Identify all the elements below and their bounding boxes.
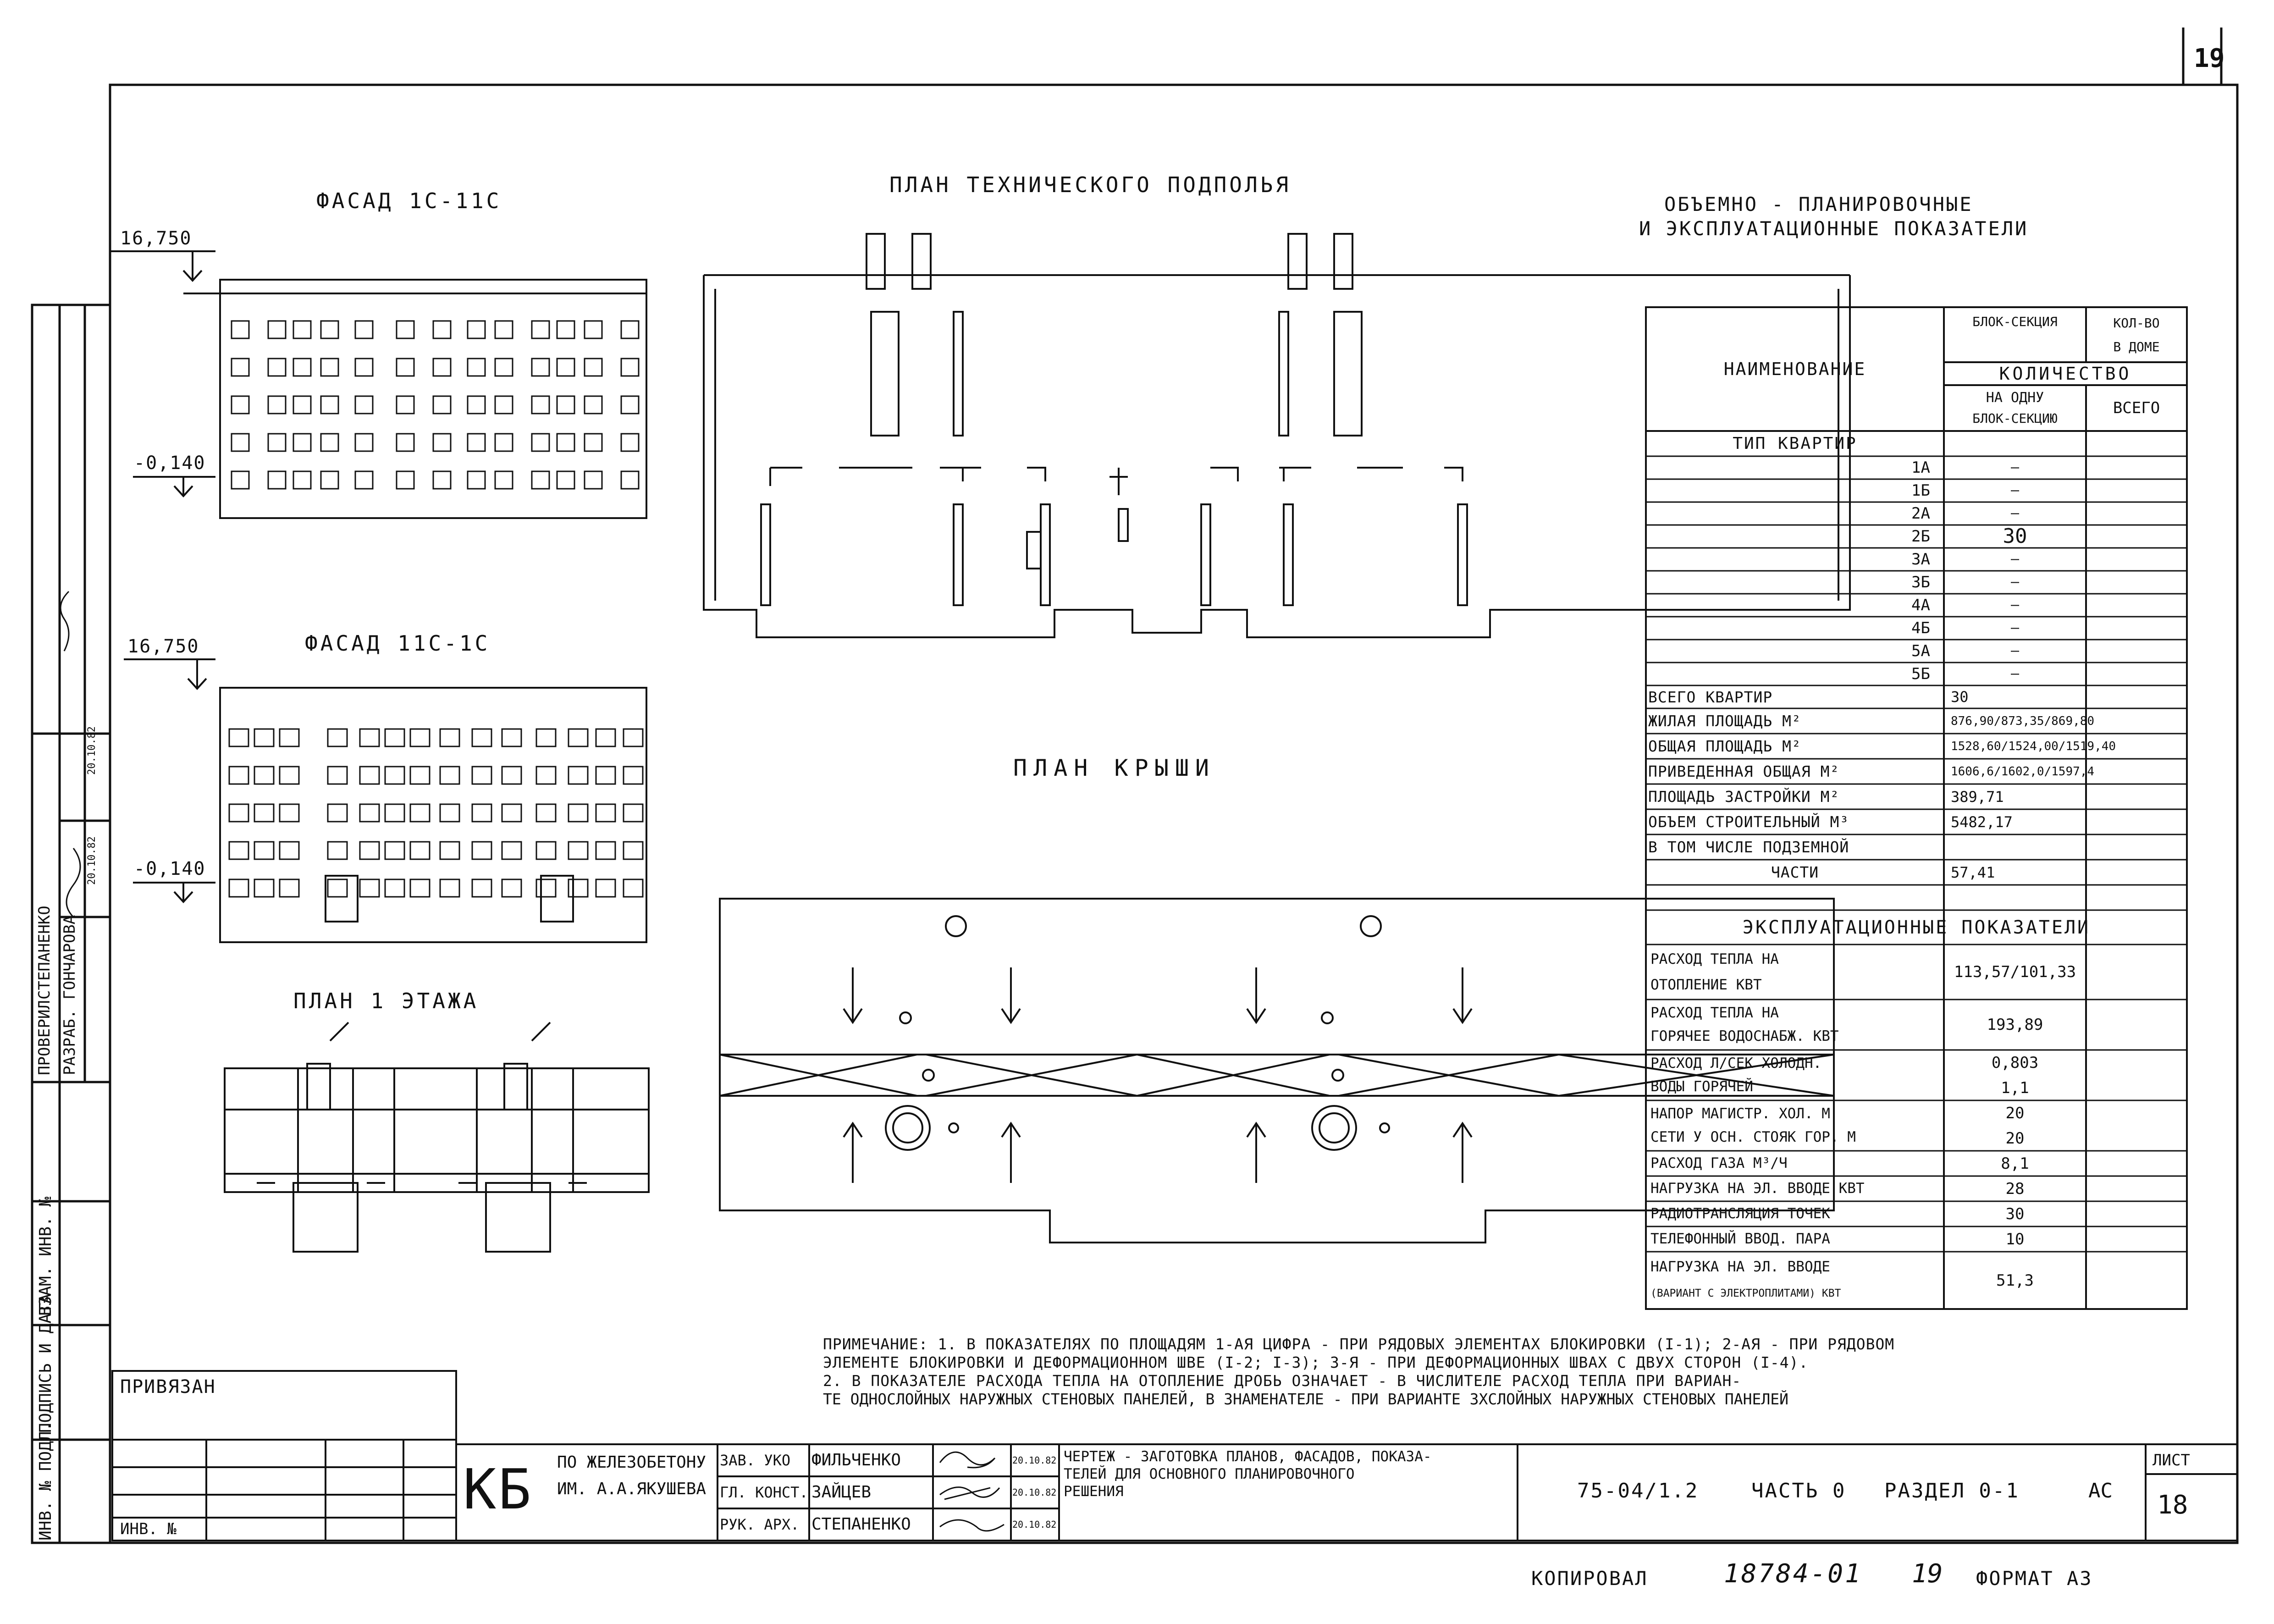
facade-window	[355, 321, 373, 338]
facade-window	[360, 804, 379, 822]
facade-window	[397, 471, 414, 489]
facade-window	[355, 434, 373, 451]
indicator-value: 1528,60/1524,00/1519,40	[1951, 739, 2116, 753]
facade-window	[440, 729, 459, 746]
exploit-name: НАГРУЗКА НА ЭЛ. ВВОДЕ КВТ	[1650, 1180, 1865, 1197]
facade-1-windows	[232, 321, 639, 489]
facade-window	[410, 804, 430, 822]
facade-window	[536, 804, 556, 822]
facade-window	[232, 396, 249, 414]
facade-window	[502, 842, 521, 859]
facade-window	[596, 879, 615, 897]
facade-window	[532, 321, 549, 338]
facade-window	[360, 842, 379, 859]
type-name: 4Б	[1911, 619, 1930, 637]
copied-page: 19	[1912, 1559, 1943, 1589]
facade-window	[360, 767, 379, 784]
page-number: 19	[2194, 44, 2225, 73]
exploit-value: 113,57/101,33	[1954, 963, 2076, 981]
margin-proveril: ПРОВЕРИЛ	[35, 1000, 54, 1075]
exploit-name-line-1: РАСХОД ТЕПЛА НА	[1650, 1005, 1779, 1021]
facade-window	[321, 434, 338, 451]
exploit-name-line-2: ВОДЫ ГОРЯЧЕЙ	[1650, 1078, 1753, 1095]
document-ac: АС	[2088, 1479, 2113, 1502]
type-name: 3А	[1911, 550, 1930, 569]
stamp-person: ФИЛЬЧЕНКО	[811, 1451, 901, 1469]
facade-window	[596, 729, 615, 746]
facade-window	[468, 434, 485, 451]
facade-window	[433, 359, 451, 376]
stamp-date: 20.10.82	[1012, 1487, 1057, 1498]
facade-window	[472, 767, 491, 784]
type-value: —	[2010, 482, 2020, 498]
facade-window	[293, 396, 311, 414]
facade-window	[268, 359, 286, 376]
indicator-value: 30	[1951, 688, 1969, 706]
indicator-value: 1606,6/1602,0/1597,4	[1951, 764, 2095, 779]
facade-window	[624, 842, 643, 859]
org-line-2: ИМ. А.А.ЯКУШЕВА	[557, 1480, 706, 1498]
facade-window	[433, 396, 451, 414]
facade-window	[557, 396, 574, 414]
facade-window	[293, 321, 311, 338]
margin-podpis: ПОДПИСЬ И ДАТА	[36, 1293, 55, 1433]
format-label: ФОРМАТ А3	[1976, 1567, 2093, 1590]
org-line-1: ПО ЖЕЛЕЗОБЕТОНУ	[557, 1453, 706, 1472]
indicators-title-line-1: ОБЪЕМНО - ПЛАНИРОВОЧНЫЕ	[1664, 193, 1973, 215]
facade-window	[532, 359, 549, 376]
facade-window	[280, 879, 299, 897]
note-line-3: 2. В ПОКАЗАТЕЛЕ РАСХОДА ТЕПЛА НА ОТОПЛЕНИЕ ДРОБЬ ОЗНАЧАЕТ - В ЧИСЛИТЕЛЕ РАСХОД ТЕПЛА ПРИ ВАРИАН-	[823, 1372, 1742, 1390]
indicator-value: 876,90/873,35/869,80	[1951, 714, 2095, 728]
stamp-desc-1: ЧЕРТЕЖ - ЗАГОТОВКА ПЛАНОВ, ФАСАДОВ, ПОКАЗА-	[1064, 1448, 1432, 1465]
facade-window	[568, 842, 588, 859]
exploit-value: 30	[2005, 1204, 2025, 1223]
facade-window	[293, 471, 311, 489]
facade-window	[495, 434, 513, 451]
header-quantity: КОЛИЧЕСТВО	[1999, 364, 2132, 384]
exploit-value: 10	[2005, 1230, 2025, 1248]
facade-window	[440, 804, 459, 822]
facade-window	[557, 359, 574, 376]
facade-window	[502, 804, 521, 822]
facade-window	[472, 879, 491, 897]
header-per-2: БЛОК-СЕКЦИЮ	[1972, 410, 2058, 426]
stamp-desc-3: РЕШЕНИЯ	[1064, 1483, 1124, 1500]
indicators-title-line-2: И ЭКСПЛУАТАЦИОННЫЕ ПОКАЗАТЕЛИ	[1639, 217, 2029, 240]
facade-window	[229, 879, 248, 897]
facade-window	[385, 842, 404, 859]
facade-window	[232, 434, 249, 451]
facade-window	[585, 321, 602, 338]
facade-window	[385, 879, 404, 897]
facade-window	[321, 359, 338, 376]
facade-window	[268, 434, 286, 451]
stamp-role: ЗАВ. УКО	[720, 1452, 791, 1469]
facade-window	[557, 434, 574, 451]
indicator-value: 57,41	[1951, 863, 1995, 881]
privyazan-label: ПРИВЯЗАН	[120, 1376, 216, 1398]
facade-window	[321, 471, 338, 489]
facade-window	[621, 359, 639, 376]
type-value: 30	[2003, 525, 2027, 548]
header-per-1: НА ОДНУ	[1986, 389, 2044, 406]
facade-window	[328, 879, 347, 897]
facade-window	[410, 729, 430, 746]
basement-plan-title: ПЛАН ТЕХНИЧЕСКОГО ПОДПОЛЬЯ	[889, 172, 1292, 197]
facade-window	[232, 359, 249, 376]
exploit-value: 193,89	[1987, 1016, 2043, 1034]
exploit-value: 28	[2005, 1179, 2025, 1198]
exploit-name-line-1: НАПОР МАГИСТР. ХОЛ. М	[1650, 1105, 1830, 1122]
indicator-name: В ТОМ ЧИСЛЕ ПОДЗЕМНОЙ	[1648, 838, 1849, 856]
facade-window	[596, 804, 615, 822]
facade-1-level-bottom: -0,140	[134, 453, 206, 474]
facade-window	[468, 359, 485, 376]
facade-window	[280, 729, 299, 746]
margin-goncharova: ГОНЧАРОВА	[61, 915, 79, 1000]
facade-window	[468, 321, 485, 338]
facade-window	[280, 767, 299, 784]
facade-window	[621, 396, 639, 414]
facade-window	[596, 842, 615, 859]
facade-window	[360, 729, 379, 746]
facade-window	[280, 804, 299, 822]
facade-window	[502, 729, 521, 746]
facade-2-level-top: 16,750	[127, 636, 199, 657]
facade-window	[397, 396, 414, 414]
note-line-4: ТЕ ОДНОСЛОЙНЫХ НАРУЖНЫХ СТЕНОВЫХ ПАНЕЛЕЙ, В ЗНАМЕНАТЕЛЕ - ПРИ ВАРИАНТЕ 3ХСЛОЙНЫХ НАРУЖНЫХ СТЕНОВЫХ ПАНЕЛЕЙ	[823, 1390, 1788, 1408]
exploit-value: 0,803	[1991, 1053, 2039, 1072]
exploit-name-line-1: НАГРУЗКА НА ЭЛ. ВВОДЕ	[1650, 1258, 1830, 1275]
facade-window	[536, 767, 556, 784]
indicator-name: ВСЕГО КВАРТИР	[1648, 688, 1773, 706]
facade-window	[621, 471, 639, 489]
facade-window	[232, 321, 249, 338]
header-house-2: В ДОМЕ	[2113, 339, 2160, 354]
facade-window	[433, 471, 451, 489]
exploit-name: ТЕЛЕФОННЫЙ ВВОД. ПАРА	[1650, 1231, 1830, 1247]
facade-window	[433, 434, 451, 451]
facade-window	[321, 396, 338, 414]
stamp-date: 20.10.82	[1012, 1519, 1057, 1530]
copied-number: 18784-01	[1724, 1559, 1862, 1589]
facade-window	[254, 842, 274, 859]
facade-window	[532, 434, 549, 451]
facade-window	[568, 879, 588, 897]
facade-window	[585, 396, 602, 414]
facade-window	[495, 321, 513, 338]
facade-window	[557, 471, 574, 489]
facade-window	[268, 321, 286, 338]
facade-window	[355, 471, 373, 489]
type-value: —	[2010, 505, 2020, 521]
stamp-role: ГЛ. КОНСТ.	[720, 1484, 808, 1501]
type-name: 5Б	[1911, 665, 1930, 683]
margin-razrab: РАЗРАБ.	[61, 1009, 79, 1075]
facade-window	[624, 729, 643, 746]
margin-date-2: 20.10.82	[86, 836, 98, 885]
facade-window	[472, 804, 491, 822]
header-total: ВСЕГО	[2113, 399, 2160, 417]
stamp-date: 20.10.82	[1012, 1455, 1057, 1466]
facade-2-windows	[229, 729, 643, 897]
facade-window	[585, 359, 602, 376]
facade-window	[495, 396, 513, 414]
type-value: —	[2010, 551, 2020, 567]
facade-window	[440, 767, 459, 784]
note-line-2: ЭЛЕМЕНТЕ БЛОКИРОВКИ И ДЕФОРМАЦИОННОМ ШВЕ (I-2; I-3); 3-Я - ПРИ ДЕФОРМАЦИОННЫХ ШВАХ С ДВУХ СТОРОН (I-4).	[823, 1353, 1809, 1371]
facade-window	[440, 879, 459, 897]
kb-mark: КБ	[463, 1458, 533, 1522]
facade-window	[621, 321, 639, 338]
exploit-value-2: 1,1	[2001, 1078, 2029, 1097]
document-part: ЧАСТЬ 0	[1751, 1479, 1846, 1502]
facade-window	[229, 729, 248, 746]
facade-window	[585, 434, 602, 451]
facade-window	[502, 879, 521, 897]
facade-window	[472, 729, 491, 746]
facade-window	[397, 359, 414, 376]
facade-window	[254, 729, 274, 746]
facade-window	[293, 434, 311, 451]
exploit-name-line-1: РАСХОД ТЕПЛА НА	[1650, 950, 1779, 967]
facade-window	[585, 471, 602, 489]
facade-1-level-top: 16,750	[120, 228, 192, 249]
sheet-number: 18	[2157, 1490, 2188, 1520]
type-name: 2Б	[1911, 527, 1930, 546]
facade-window	[355, 396, 373, 414]
facade-window	[502, 767, 521, 784]
stamp-person: ЗАЙЦЕВ	[811, 1483, 872, 1502]
facade-window	[495, 471, 513, 489]
facade-2-drawing	[124, 659, 646, 942]
facade-window	[624, 767, 643, 784]
copied-label: КОПИРОВАЛ	[1531, 1567, 1648, 1590]
facade-window	[596, 767, 615, 784]
facade-2-title: ФАСАД 11С-1С	[305, 631, 491, 656]
sheet-label: ЛИСТ	[2153, 1451, 2190, 1469]
facade-window	[328, 729, 347, 746]
facade-window	[397, 434, 414, 451]
exploit-name-line-2: СЕТИ У ОСН. СТОЯК ГОР. М	[1650, 1129, 1856, 1145]
type-name: 3Б	[1911, 573, 1930, 591]
facade-window	[293, 359, 311, 376]
first-floor-plan-title: ПЛАН 1 ЭТАЖА	[293, 989, 479, 1013]
facade-window	[532, 396, 549, 414]
facade-window	[385, 767, 404, 784]
type-value: —	[2010, 459, 2020, 475]
facade-2-level-bottom: -0,140	[134, 858, 206, 879]
indicator-name: ОБЪЕМ СТРОИТЕЛЬНЫЙ М³	[1648, 813, 1849, 831]
margin-vzam: ВЗАМ. ИНВ. №	[36, 1196, 55, 1316]
document-code: 75-04/1.2	[1577, 1479, 1699, 1502]
facade-window	[321, 321, 338, 338]
header-name: НАИМЕНОВАНИЕ	[1723, 359, 1866, 379]
exploit-name: РАСХОД ГАЗА М³/Ч	[1650, 1155, 1788, 1171]
facade-window	[495, 359, 513, 376]
inv-label: ИНВ. №	[120, 1520, 177, 1538]
facade-window	[568, 804, 588, 822]
type-value: —	[2010, 643, 2020, 659]
document-section: РАЗДЕЛ 0-1	[1884, 1479, 2020, 1502]
facade-window	[410, 767, 430, 784]
facade-window	[355, 359, 373, 376]
type-value: —	[2010, 666, 2020, 682]
note-line-1: ПРИМЕЧАНИЕ: 1. В ПОКАЗАТЕЛЯХ ПО ПЛОЩАДЯМ 1-АЯ ЦИФРА - ПРИ РЯДОВЫХ ЭЛЕМЕНТАХ БЛОКИРОВКИ (I-1); 2-АЯ - ПРИ РЯДОВОМ	[823, 1335, 1895, 1353]
facade-window	[433, 321, 451, 338]
facade-window	[254, 767, 274, 784]
facade-window	[468, 396, 485, 414]
facade-window	[410, 842, 430, 859]
facade-window	[536, 842, 556, 859]
header-block: БЛОК-СЕКЦИЯ	[1972, 314, 2058, 329]
first-floor-plan-drawing	[225, 1022, 649, 1252]
facade-window	[229, 842, 248, 859]
exploit-name-line-2: ОТОПЛЕНИЕ КВТ	[1650, 976, 1762, 993]
type-value: —	[2010, 574, 2020, 590]
facade-1-drawing	[110, 251, 646, 518]
type-name: 1Б	[1911, 481, 1930, 500]
facade-window	[557, 321, 574, 338]
types-label: ТИП КВАРТИР	[1733, 434, 1857, 453]
exploit-title: ЭКСПЛУАТАЦИОННЫЕ ПОКАЗАТЕЛИ	[1742, 917, 2091, 938]
facade-window	[536, 879, 556, 897]
exploit-value-2: 20	[2005, 1129, 2025, 1148]
facade-window	[568, 767, 588, 784]
facade-window	[360, 879, 379, 897]
margin-date-1: 20.10.82	[86, 726, 98, 775]
facade-window	[328, 804, 347, 822]
facade-window	[536, 729, 556, 746]
facade-window	[468, 471, 485, 489]
facade-window	[328, 842, 347, 859]
facade-window	[624, 804, 643, 822]
exploit-name: РАДИОТРАНСЛЯЦИЯ ТОЧЕК	[1650, 1205, 1830, 1222]
facade-window	[280, 842, 299, 859]
type-name: 4А	[1911, 596, 1930, 614]
indicator-value: 5482,17	[1951, 813, 2013, 831]
facade-window	[410, 879, 430, 897]
facade-window	[568, 729, 588, 746]
indicator-name: ЖИЛАЯ ПЛОЩАДЬ М²	[1648, 712, 1801, 730]
type-name: 2А	[1911, 504, 1930, 523]
facade-window	[268, 396, 286, 414]
type-value: —	[2010, 620, 2020, 636]
type-value: —	[2010, 597, 2020, 613]
facade-window	[472, 842, 491, 859]
exploit-value: 51,3	[1996, 1271, 2034, 1290]
indicator-name: ЧАСТИ	[1771, 863, 1819, 881]
exploit-value: 20	[2005, 1104, 2025, 1122]
type-name: 1А	[1911, 458, 1930, 477]
indicator-name: ПРИВЕДЕННАЯ ОБЩАЯ М²	[1648, 762, 1840, 780]
facade-window	[254, 804, 274, 822]
indicator-name: ПЛОЩАДЬ ЗАСТРОЙКИ М²	[1648, 788, 1840, 806]
type-name: 5А	[1911, 642, 1930, 660]
facade-window	[532, 471, 549, 489]
margin-stepanenko: СТЕПАНЕНКО	[35, 906, 54, 1000]
stamp-desc-2: ТЕЛЕЙ ДЛЯ ОСНОВНОГО ПЛАНИРОВОЧНОГО	[1064, 1466, 1355, 1482]
indicator-value: 389,71	[1951, 788, 2004, 806]
indicator-name: ОБЩАЯ ПЛОЩАДЬ М²	[1648, 737, 1801, 755]
facade-1-title: ФАСАД 1С-11С	[316, 188, 502, 213]
facade-window	[397, 321, 414, 338]
facade-window	[229, 767, 248, 784]
stamp-person: СТЕПАНЕНКО	[811, 1515, 911, 1534]
exploit-name-line-2: (ВАРИАНТ С ЭЛЕКТРОПЛИТАМИ) КВТ	[1650, 1287, 1841, 1300]
margin-inv-podl: ИНВ. № ПОДЛ.	[36, 1421, 55, 1541]
facade-window	[268, 471, 286, 489]
roof-plan-title: ПЛАН КРЫШИ	[1013, 755, 1216, 781]
facade-window	[385, 804, 404, 822]
header-house-1: КОЛ-ВО	[2113, 315, 2160, 331]
facade-window	[328, 767, 347, 784]
stamp-role: РУК. АРХ.	[720, 1516, 800, 1533]
facade-window	[440, 842, 459, 859]
facade-window	[385, 729, 404, 746]
facade-window	[229, 804, 248, 822]
exploit-name-line-2: ГОРЯЧЕЕ ВОДОСНАБЖ. КВТ	[1650, 1028, 1839, 1044]
facade-window	[621, 434, 639, 451]
exploit-value: 8,1	[2001, 1154, 2029, 1173]
facade-window	[254, 879, 274, 897]
facade-window	[624, 879, 643, 897]
facade-window	[232, 471, 249, 489]
exploit-name-line-1: РАСХОД Л/СЕК ХОЛОДН.	[1650, 1055, 1822, 1072]
indicator-value	[1946, 834, 2189, 860]
